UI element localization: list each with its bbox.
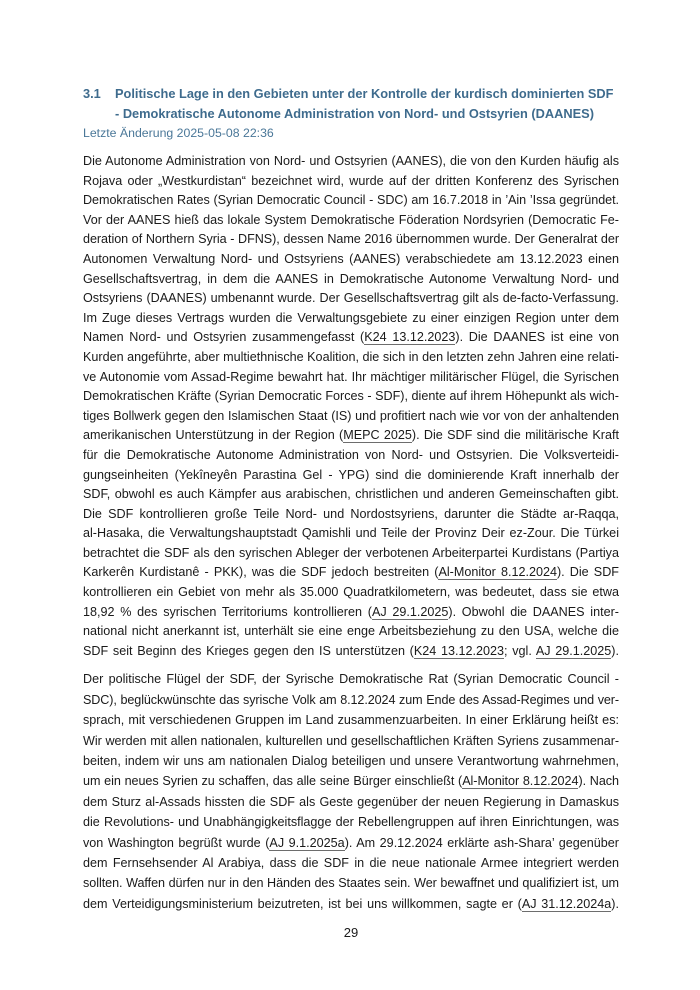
text-segment: kontrollieren ein Gebiet von mehr als 35.000 Quadratkilometern, was bedeutet, dass sie etwa bbox=[83, 585, 619, 600]
text-line bbox=[83, 328, 619, 348]
text-line bbox=[83, 894, 619, 914]
citation-link[interactable]: K24 13.12.2023 bbox=[413, 643, 505, 658]
text-line bbox=[83, 485, 619, 505]
text-segment: SDF seit Beginn des Krieges gegen den IS unterstützen ( bbox=[83, 643, 414, 658]
text-line bbox=[83, 710, 619, 730]
text-line bbox=[83, 812, 619, 832]
citation-link[interactable]: K24 13.12.2023 bbox=[364, 330, 456, 345]
text-line bbox=[83, 603, 619, 623]
text-line bbox=[83, 792, 619, 812]
text-line bbox=[83, 446, 619, 466]
citation-link[interactable]: AJ 29.1.2025 bbox=[371, 604, 449, 619]
text-segment: amerikanischen Unterstützung in der Region ( bbox=[83, 428, 344, 443]
text-segment: um ein neues Syrien zu schaffen, das alle seine Bürger einschließt ( bbox=[83, 774, 463, 789]
paragraph bbox=[83, 669, 619, 914]
text-segment: Kurden angeführte, aber multiethnische Koalition, die sich in den letzten zehn Jahren eine relati- bbox=[83, 349, 619, 364]
text-segment: al-Hasaka, die Verwaltungshauptstadt Qamishli und Teile der Provinz Deir ez-Zour. Die Türkei bbox=[83, 526, 619, 541]
section-heading bbox=[83, 84, 619, 123]
text-segment: Autonomen Verwaltung Nord- und Ostsyriens (AANES) verabschiedete am 13.12.2023 einen bbox=[83, 251, 619, 266]
citation-link[interactable]: Al-Monitor 8.12.2024 bbox=[462, 774, 579, 789]
text-segment: dem Sturz al-Assads hissten die SDF als Geste gegenüber der neuen Regierung in Damaskus bbox=[83, 794, 619, 809]
text-segment: dem Fernsehsender Al Arabiya, dass die SDF in die neue nationale Armee integriert werden bbox=[83, 855, 619, 870]
text-segment: 18,92 % des syrischen Territoriums kontrollieren ( bbox=[83, 604, 372, 619]
text-segment: ). Die DAANES ist eine von bbox=[455, 330, 619, 345]
text-segment: Im Zuge dieses Vertrags wurden die Verwaltungsgebiete zu einer einzigen Region unter dem bbox=[83, 310, 619, 325]
text-segment: ; vgl. bbox=[504, 643, 536, 658]
text-line bbox=[83, 368, 619, 388]
text-segment: Die Autonome Administration von Nord- und Ostsyrien (AANES), die von den Kurden häufig als bbox=[83, 154, 619, 168]
text-segment: dem Verteidigungsministerium beizutreten, ist bei uns willkommen, sagte er ( bbox=[83, 896, 522, 911]
text-segment: SDC), beglückwünschte das syrische Volk am 8.12.2024 zum Ende des Assad-Regimes und ver- bbox=[83, 692, 619, 707]
text-line bbox=[83, 544, 619, 564]
text-line bbox=[83, 669, 619, 689]
text-segment: deration of Northern Syria - DFNS), dessen Name 2016 übernommen wurde. Der Generalrat der bbox=[83, 232, 619, 247]
citation-link[interactable]: MEPC 2025 bbox=[343, 428, 412, 443]
text-line bbox=[83, 152, 619, 172]
text-line bbox=[83, 771, 619, 791]
text-segment: Ostsyriens (DAANES) umbenannt wurde. Der Gesellschaftsvertrag gilt als de-facto-Verfassung. bbox=[83, 291, 619, 306]
text-line bbox=[83, 731, 619, 751]
last-changed-date: Letzte Änderung 2025-05-08 22:36 bbox=[83, 126, 274, 140]
text-segment: Der politische Flügel der SDF, der Syrische Demokratische Rat (Syrian Democratic Council - bbox=[83, 672, 619, 687]
text-segment: Namen Nord- und Ostsyrien zusammengefasst ( bbox=[83, 330, 365, 345]
text-line bbox=[83, 751, 619, 771]
text-line bbox=[83, 407, 619, 427]
text-segment: ). Am 29.12.2024 erklärte ash-Shara’ gegenüber bbox=[344, 835, 619, 850]
text-segment: Wir werden mit allen nationalen, kulturellen und gesellschaftlichen Kräften Syriens zusammenar- bbox=[83, 733, 619, 748]
text-segment: tiges Bollwerk gegen den Islamischen Staat (IS) und profitiert nach wie vor von der anhaltenden bbox=[83, 408, 619, 423]
text-line bbox=[83, 309, 619, 329]
text-line bbox=[83, 250, 619, 270]
text-segment: ). bbox=[611, 896, 619, 911]
text-line bbox=[83, 191, 619, 211]
text-segment: ). Die SDF bbox=[556, 565, 619, 580]
section-title: Politische Lage in den Gebieten unter der Kontrolle der kurdisch dominierten SDF - Demokratische Autonome Administration von Nord- und Ostsyrien (DAANES) bbox=[115, 86, 614, 121]
text-line bbox=[83, 505, 619, 525]
citation-link[interactable]: AJ 29.1.2025 bbox=[535, 643, 612, 658]
text-segment: für die Demokratische Autonome Administration von Nord- und Ostsyrien. Die Volksverteidi- bbox=[83, 447, 619, 462]
text-segment: Rojava oder „Westkurdistan“ bezeichnet wird, wurde auf der dritten Konferenz des Syrischen bbox=[83, 173, 619, 188]
page-number: 29 bbox=[343, 925, 359, 941]
text-line bbox=[83, 289, 619, 309]
text-segment: Karkerên Kurdistanê - PKK), was die SDF jedoch bestreiten ( bbox=[83, 565, 439, 580]
text-segment: Demokratischen Rates (Syrian Democratic Council - SDC) am 16.7.2018 in ’Ain ’Issa gegründet. bbox=[83, 193, 619, 208]
text-segment: ). bbox=[611, 643, 619, 658]
text-segment: Vor der AANES hieß das lokale System Demokratische Föderation Nordsyrien (Democratic Fe- bbox=[83, 212, 619, 227]
text-segment: ). Nach bbox=[578, 774, 619, 789]
citation-link[interactable]: Al-Monitor 8.12.2024 bbox=[438, 565, 557, 580]
text-segment: gungseinheiten (Yekîneyên Parastina Gel - YPG) sind die dominierende Kraft innerhalb der bbox=[83, 467, 619, 482]
text-line bbox=[83, 172, 619, 192]
text-segment: von Washington begrüßt wurde ( bbox=[83, 835, 270, 850]
text-segment: ). Obwohl die DAANES inter- bbox=[448, 604, 619, 619]
text-line bbox=[83, 230, 619, 250]
text-line bbox=[83, 270, 619, 290]
text-segment: beiten, indem wir uns am nationalen Dialog beteiligen und unsere Verantwortung wahrnehmen, bbox=[83, 754, 619, 768]
citation-link[interactable]: AJ 31.12.2024a bbox=[521, 896, 612, 911]
text-segment: Die SDF kontrollieren große Teile Nord- und Nordostsyriens, darunter die Städte ar-Raqqa, bbox=[83, 506, 619, 521]
text-line bbox=[83, 466, 619, 486]
text-segment: betrachtet die SDF als den syrischen Ableger der verbotenen Arbeiterpartei Kurdistans (Partiya bbox=[83, 545, 619, 560]
text-segment: die Revolutions- und Unabhängigkeitsflagge der Rebellengruppen auf ihren Einrichtungen, was bbox=[83, 815, 619, 830]
text-line bbox=[83, 833, 619, 853]
section-number: 3.1 bbox=[83, 86, 101, 101]
text-segment: SDF, obwohl es auch Kämpfer aus arabischen, christlichen und anderen Gemeinschaften gibt. bbox=[83, 487, 619, 502]
text-segment: ve Autonomie vom Assad-Regime bewahrt hat. Ihr mächtiger militärischer Flügel, die Syrischen bbox=[83, 369, 619, 384]
text-line bbox=[83, 873, 619, 893]
text-line bbox=[83, 853, 619, 873]
text-line bbox=[83, 426, 619, 446]
text-segment: national nicht anerkannt ist, unterhält sie eine enge Arbeitsbeziehung zu den USA, welche die bbox=[83, 624, 619, 639]
text-line bbox=[83, 583, 619, 603]
citation-link[interactable]: AJ 9.1.2025a bbox=[269, 835, 345, 850]
text-line bbox=[83, 690, 619, 710]
text-line bbox=[83, 348, 619, 368]
text-line bbox=[83, 563, 619, 583]
text-segment: sollten. Waffen dürfen nur in den Händen des Staates sein. Wer bewaffnet und qualifiziert ist, um bbox=[83, 876, 619, 891]
text-line bbox=[83, 211, 619, 231]
text-line bbox=[83, 387, 619, 407]
text-line bbox=[83, 642, 619, 662]
text-segment: ). Die SDF sind die militärische Kraft bbox=[411, 428, 619, 443]
text-segment: Gesellschaftsvertrag, in dem die AANES in Demokratische Autonome Verwaltung Nord- und bbox=[83, 271, 619, 286]
text-line bbox=[83, 622, 619, 642]
paragraph bbox=[83, 152, 619, 661]
text-segment: sprach, mit verschiedenen Gruppen im Land zusammenzuarbeiten. In einer Erklärung heißt es: bbox=[83, 713, 619, 728]
text-line bbox=[83, 524, 619, 544]
text-segment: Demokratischen Kräfte (Syrian Democratic Forces - SDF), diente auf ihrem Höhepunkt als wich- bbox=[83, 389, 619, 404]
